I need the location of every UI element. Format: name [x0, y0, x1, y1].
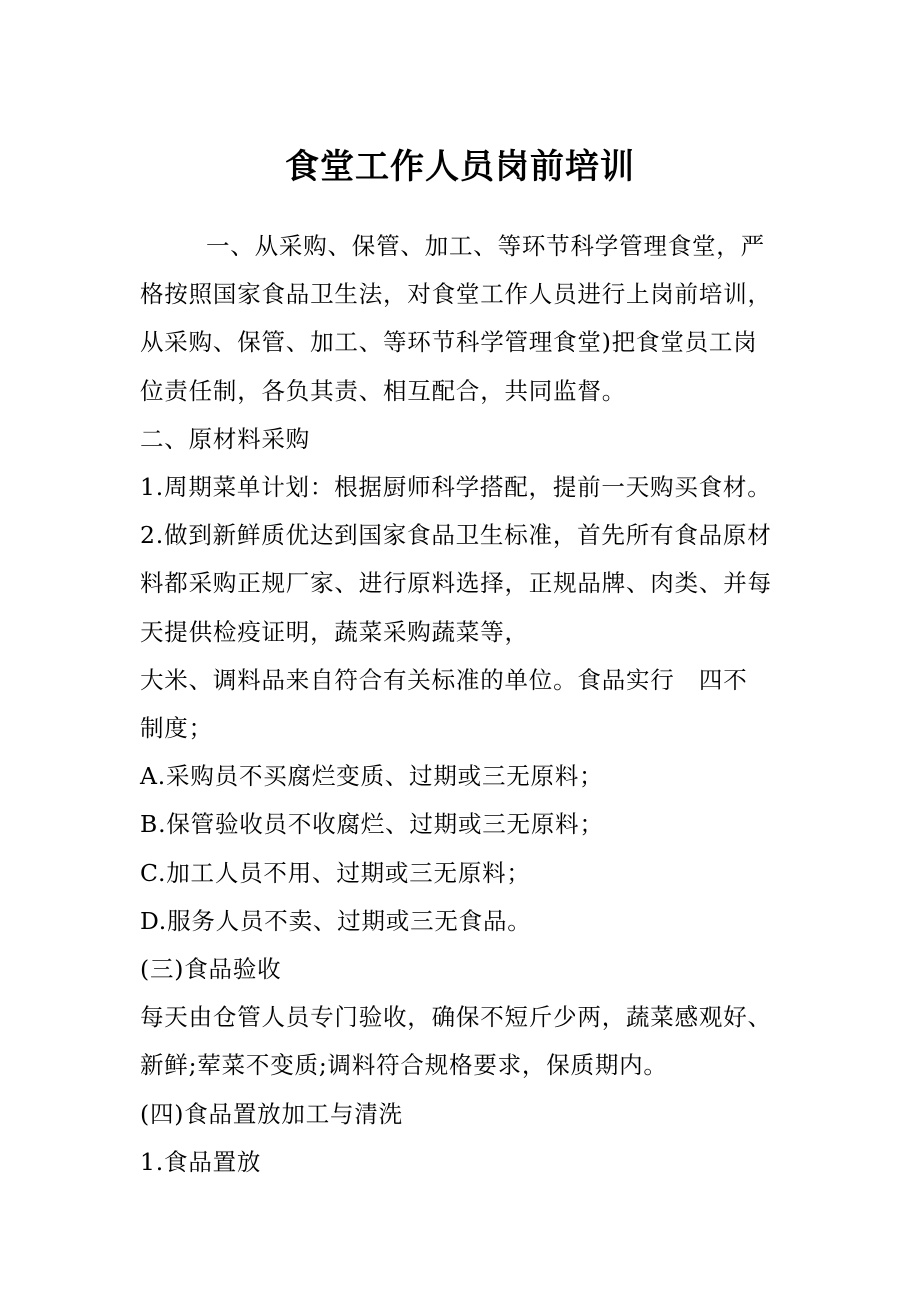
list-item: C.加工人员不用、过期或三无原料； — [140, 858, 531, 887]
section-heading: (四)食品置放加工与清洗 — [140, 1099, 403, 1128]
section-heading: (三)食品验收 — [140, 955, 282, 984]
paragraph-line: 新鲜;荤菜不变质;调料符合规格要求，保质期内。 — [140, 1051, 668, 1080]
document-title: 食堂工作人员岗前培训 — [285, 147, 635, 187]
paragraph-line: 从采购、保管、加工、等环节科学管理食堂)把食堂员工岗 — [140, 328, 758, 357]
paragraph-line: 1.周期菜单计划：根据厨师科学搭配，提前一天购买食材。 — [140, 473, 772, 502]
paragraph-line: 2.做到新鲜质优达到国家食品卫生标准，首先所有食品原材 — [140, 521, 772, 550]
list-item: D.服务人员不卖、过期或三无食品。 — [140, 906, 532, 935]
paragraph-line: 格按照国家食品卫生法，对食堂工作人员进行上岗前培训， — [140, 280, 772, 309]
paragraph-line: 制度； — [140, 714, 213, 743]
paragraph-line: 一、从采购、保管、加工、等环节科学管理食堂，严 — [206, 232, 765, 260]
paragraph-line: 天提供检疫证明，蔬菜采购蔬菜等， — [140, 617, 529, 646]
paragraph-line: 位责任制，各负其责、相互配合，共同监督。 — [140, 376, 626, 405]
paragraph-line: 每天由仓管人员专门验收，确保不短斤少两，蔬菜感观好、 — [140, 1003, 772, 1032]
paragraph-line: 大米、调料品来自符合有关标准的单位。食品实行 四不 — [140, 665, 748, 694]
list-item: 1.食品置放 — [140, 1147, 262, 1176]
document-body — [140, 222, 790, 1186]
section-heading: 二、原材料采购 — [140, 424, 311, 453]
paragraph-line: 料都采购正规厂家、进行原料选择，正规品牌、肉类、并每 — [140, 569, 772, 598]
list-item: A.采购员不买腐烂变质、过期或三无原料； — [140, 762, 604, 791]
list-item: B.保管验收员不收腐烂、过期或三无原料； — [140, 810, 604, 839]
